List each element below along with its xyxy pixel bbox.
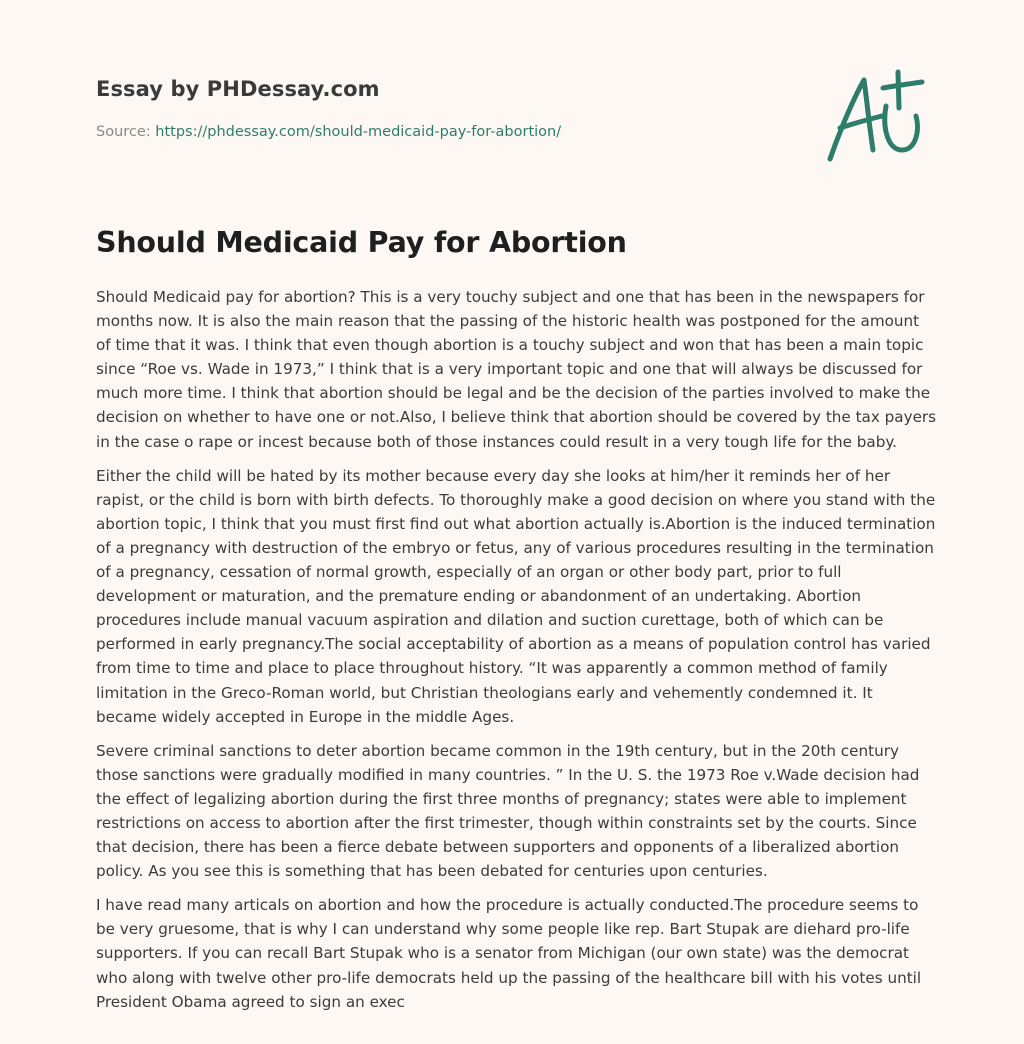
a-plus-grade-icon <box>822 66 928 166</box>
site-title: Essay by PHDessay.com <box>96 77 380 101</box>
essay-title: Should Medicaid Pay for Abortion <box>96 226 627 259</box>
source-line <box>96 124 561 140</box>
essay-paragraph: Should Medicaid pay for abortion? This is a very touchy subject and one that has been in the newspapers for months now. It is also the main reason that the passing of the historic health was postponed for the amount of time that it was. I think that even though abortion is a touchy subject and won that has been a main topic since “Roe vs. Wade in 1973,” I think that is a very important topic and one that will always be discussed for much more time. I think that abortion should be legal and be the decision of the parties involved to make the decision on whether to have one or not.Also, I believe think that abortion should be covered by the tax payers in the case o rape or incest because both of those instances could result in a very tough life for the baby. <box>96 288 937 451</box>
essay-paragraph: I have read many articals on abortion and how the procedure is actually conducted.The procedure seems to be very gruesome, that is why I can understand why some people like rep. Bart Stupak are diehard pro-life supporters. If you can recall Bart Stupak who is a senator from Michigan (our own state) was the democrat who along with twelve other pro-life democrats held up the passing of the healthcare bill with his votes until President Obama agreed to sign an exec <box>96 896 922 1011</box>
source-link[interactable]: https://phdessay.com/should-medicaid-pay-for-abortion/ <box>155 124 562 140</box>
essay-paragraph: Severe criminal sanctions to deter abortion became common in the 19th century, but in the 20th century those sanctions were gradually modified in many countries. ” In the U. S. the 1973 Roe v.Wade decision had the effect of legalizing abortion during the first three months of pregnancy; states were able to implement restrictions on access to abortion after the first trimester, though within constraints set by the courts. Since that decision, there has been a fierce debate between supporters and opponents of a liberalized abortion policy. As you see this is something that has been debated for centuries upon centuries. <box>96 741 920 881</box>
essay-body <box>96 285 938 1024</box>
essay-paragraph: Either the child will be hated by its mother because every day she looks at him/her it reminds her of her rapist, or the child is born with birth defects. To thoroughly make a good decision on where you stand with the abortion topic, I think that you must first find out what abortion actually is.Abortion is the induced termination of a pregnancy with destruction of the embryo or fetus, any of various procedures resulting in the termination of a pregnancy, cessation of normal growth, especially of an organ or other body part, prior to full development or maturation, and the premature ending or abandonment of an undertaking. Abortion procedures include manual vacuum aspiration and dilation and suction curettage, both of which can be performed in early pregnancy.The social acceptability of abortion as a means of population control has varied from time to time and place to place throughout history. “It was apparently a common method of family limitation in the Greco-Roman world, but Christian theologians early and vehemently condemned it. It became widely accepted in Europe in the middle Ages. <box>96 466 936 726</box>
source-label: Source: <box>96 124 151 140</box>
